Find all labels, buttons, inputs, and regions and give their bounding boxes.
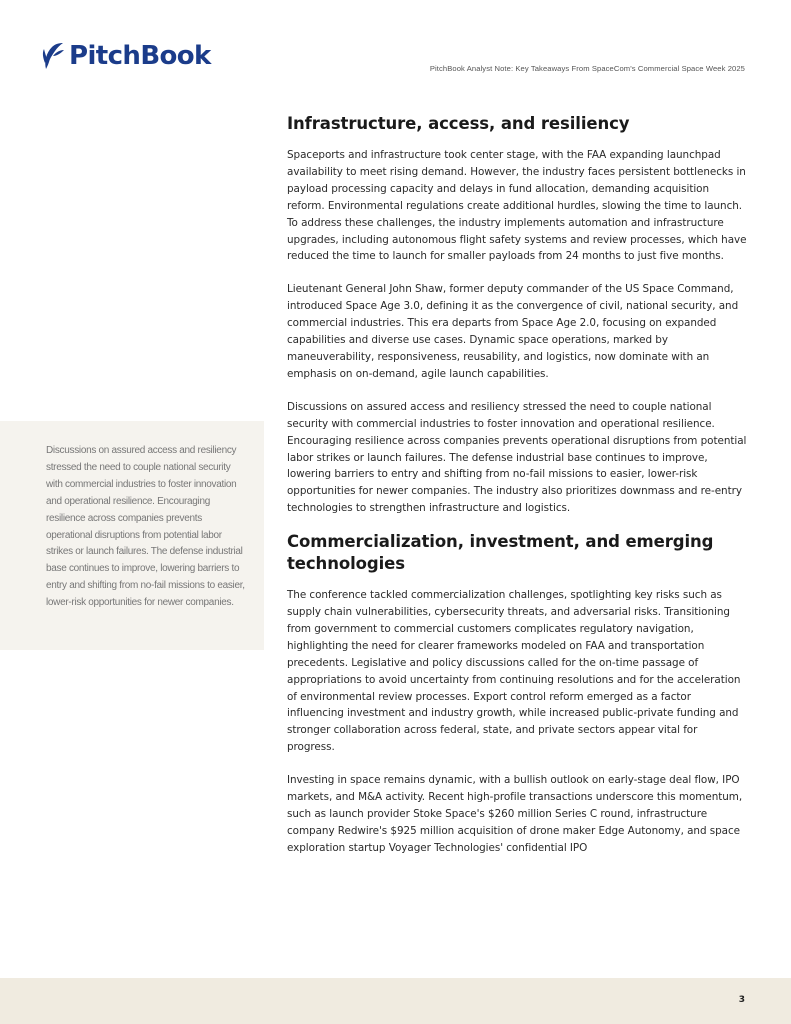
paragraph: The conference tackled commercialization challenges, spotlighting key risks such as supply chain vulnerabilities, cybersecurity threats, and adversarial risks. Transitioning from government to commercial customers complicates regulatory navigation, highlighting the need for clearer frameworks modeled on FAA and transportation precedents. Legislative and policy discussions called for the on-time passage of appropriations to avoid uncertainty from continuing resolutions and for the acceleration of environmental review processes. Export control reform emerged as a factor influencing investment and industry growth, while increased public-private funding and stronger collaboration across federal, state, and private sectors appear vital for progress. <box>287 589 741 754</box>
logo-wordmark: PitchBook <box>69 41 211 71</box>
article-body <box>287 113 747 857</box>
paragraph: Lieutenant General John Shaw, former deputy commander of the US Space Command, introduced Space Age 3.0, defining it as the convergence of civil, national security, and commercial industries. This era departs from Space Age 2.0, focusing on expanded capabilities and diverse use cases. Dynamic space operations, marked by maneuverability, responsiveness, reusability, and logistics, now dominate with an emphasis on on-demand, agile launch capabilities. <box>287 283 739 380</box>
section-heading-infrastructure: Infrastructure, access, and resiliency <box>287 114 630 133</box>
pull-quote-text: Discussions on assured access and resiliency stressed the need to couple national security with commercial industries to foster innovation and operational resilience. Encouraging resilience across companies prevents operational disruptions from potential labor strikes or launch failures. The defense industrial base continues to improve, lowering barriers to entry and shifting from no-fail missions to easier, lower-risk opportunities for newer companies. <box>46 445 245 609</box>
pitchbook-logo <box>41 42 211 70</box>
paragraph: Discussions on assured access and resiliency stressed the need to couple national security with commercial industries to foster innovation and operational resilience. Encouraging resilience across companies prevents operational disruptions from potential labor strikes or launch failures. The defense industrial base continues to improve, lowering barriers to entry and shifting from no-fail missions to easier, lower-risk opportunities for newer companies. The industry also prioritizes downmass and re-entry technologies to strengthen infrastructure and logistics. <box>287 400 747 515</box>
page-number: 3 <box>738 995 745 1005</box>
page-footer <box>0 978 791 1024</box>
pitchbook-logo-icon <box>41 42 65 70</box>
section-heading-commercialization: Commercialization, investment, and emerging technologies <box>287 532 714 574</box>
running-header: PitchBook Analyst Note: Key Takeaways From SpaceCom's Commercial Space Week 2025 <box>429 64 745 73</box>
paragraph: Investing in space remains dynamic, with a bullish outlook on early-stage deal flow, IPO markets, and M&A activity. Recent high-profile transactions underscore this momentum, such as launch provider Stoke Space's $260 million Series C round, infrastructure company Redwire's $925 million acquisition of drone maker Edge Autonomy, and space exploration startup Voyager Technologies' confidential IPO <box>287 774 743 854</box>
paragraph: Spaceports and infrastructure took center stage, with the FAA expanding launchpad availability to meet rising demand. However, the industry faces persistent bottlenecks in payload processing capacity and delays in fund allocation, demanding acquisition reform. Environmental regulations create additional hurdles, slowing the time to launch. To address these challenges, the industry implements automation and infrastructure upgrades, including autonomous flight safety systems and review processes, which have reduced the time to launch for smaller payloads from 24 months to just five months. <box>287 149 747 263</box>
pull-quote <box>0 421 264 650</box>
